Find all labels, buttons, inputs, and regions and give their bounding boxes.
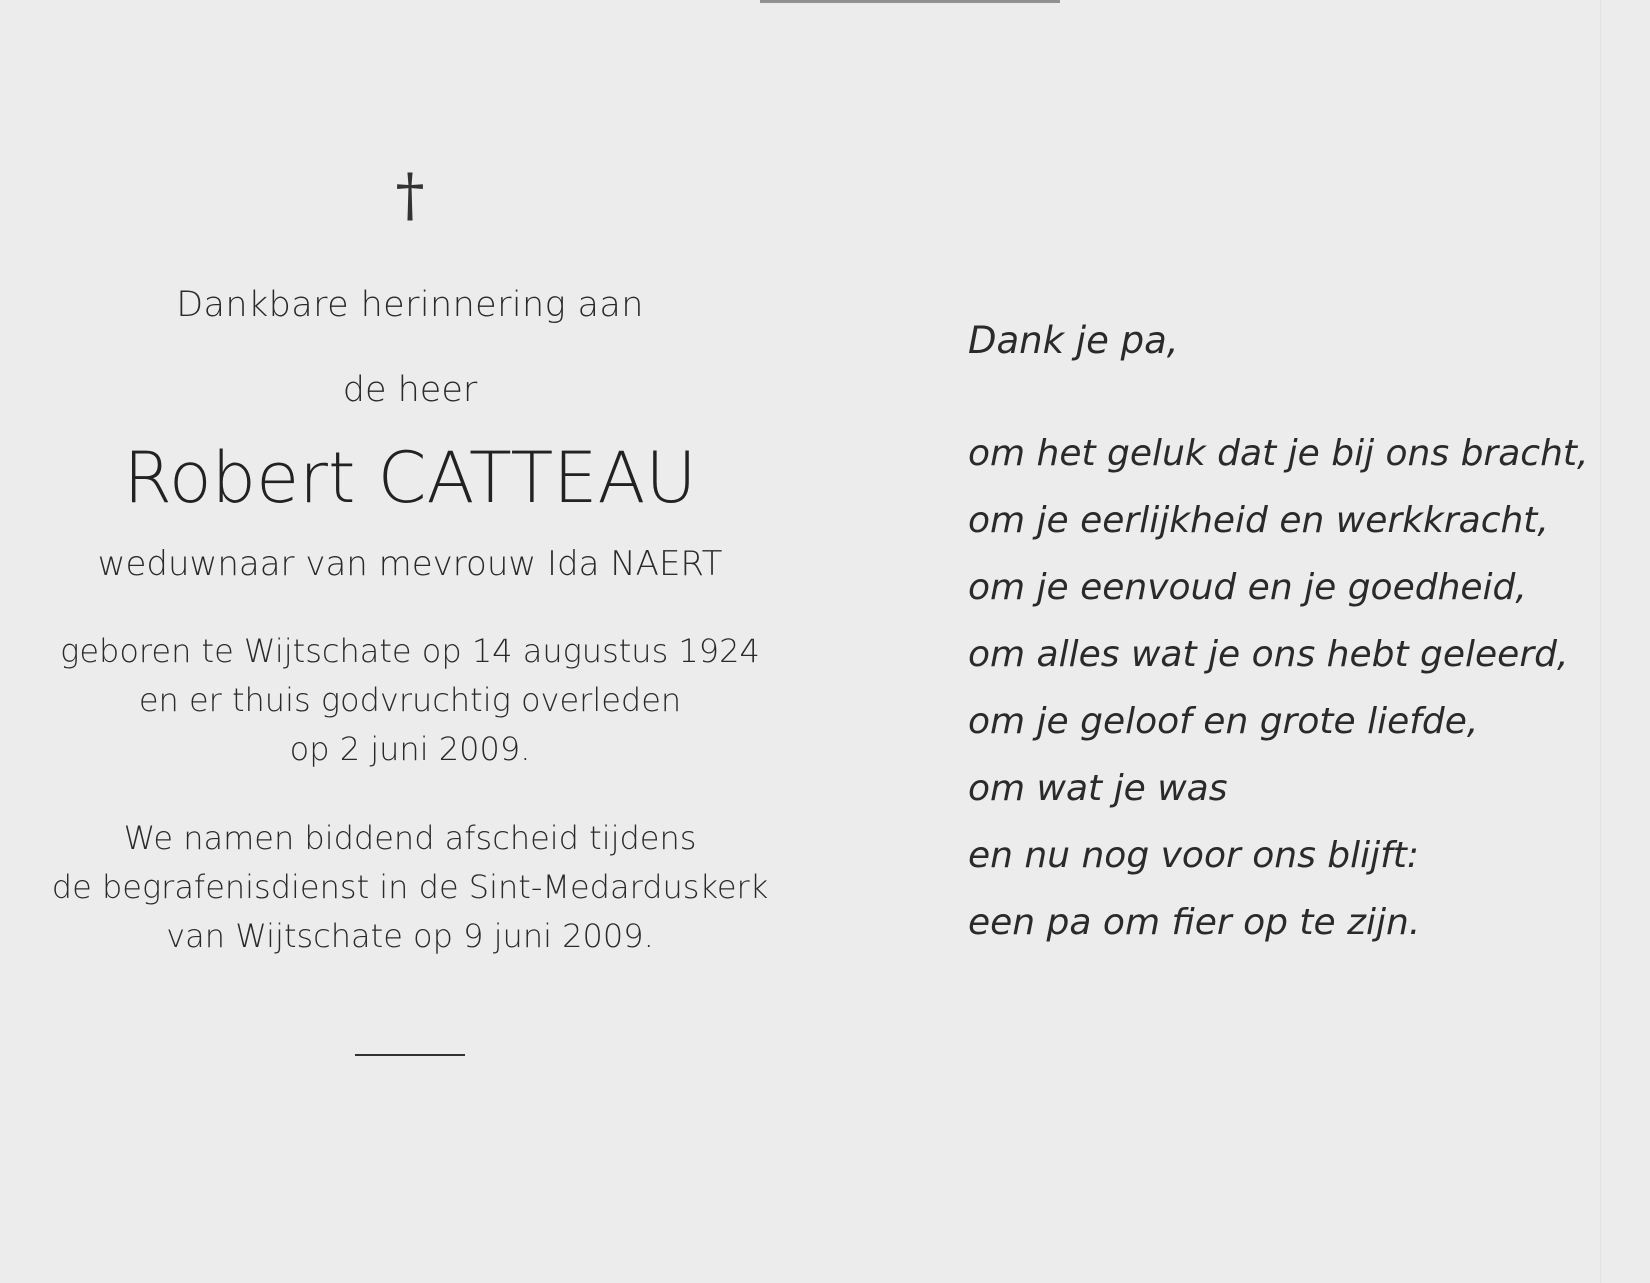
poem-line: om alles wat je ons hebt geleerd, xyxy=(968,634,1569,675)
life-line: geboren te Wijtschate op 14 augustus 1924 xyxy=(60,632,760,670)
honorific-text: de heer xyxy=(342,370,478,410)
poem-line: om je eerlijkheid en werkkracht, xyxy=(968,500,1549,541)
poem-panel xyxy=(968,0,1608,1283)
funeral-line: We namen biddend afscheid tijdens xyxy=(123,819,697,857)
deceased-name: Robert CATTEAU xyxy=(123,437,697,519)
life-line: en er thuis godvruchtig overleden xyxy=(138,681,682,719)
closing-divider xyxy=(355,1054,465,1056)
funeral-line: van Wijtschate op 9 juni 2009. xyxy=(166,917,654,955)
funeral-info-block xyxy=(20,814,800,961)
poem-line: en nu nog voor ons blijft: xyxy=(968,835,1420,876)
poem-line: om je geloof en grote liefde, xyxy=(968,701,1479,742)
intro-text: Dankbare herinnering aan xyxy=(176,285,644,325)
poem-line: om wat je was xyxy=(968,768,1228,809)
spouse-text: weduwnaar van mevrouw Ida NAERT xyxy=(97,544,723,584)
funeral-line: de begrafenisdienst in de Sint-Medarduskerk xyxy=(51,868,769,906)
poem-title: Dank je pa, xyxy=(968,319,1179,362)
poem-line: een pa om fier op te zijn. xyxy=(968,902,1421,943)
memorial-panel xyxy=(20,0,800,1283)
poem-lines xyxy=(968,420,1588,956)
poem-line: om je eenvoud en je goedheid, xyxy=(968,567,1527,608)
poem-line: om het geluk dat je bij ons bracht, xyxy=(968,433,1589,474)
cross-icon: † xyxy=(395,161,425,229)
life-line: op 2 juni 2009. xyxy=(289,730,531,768)
life-dates-block xyxy=(20,627,800,774)
